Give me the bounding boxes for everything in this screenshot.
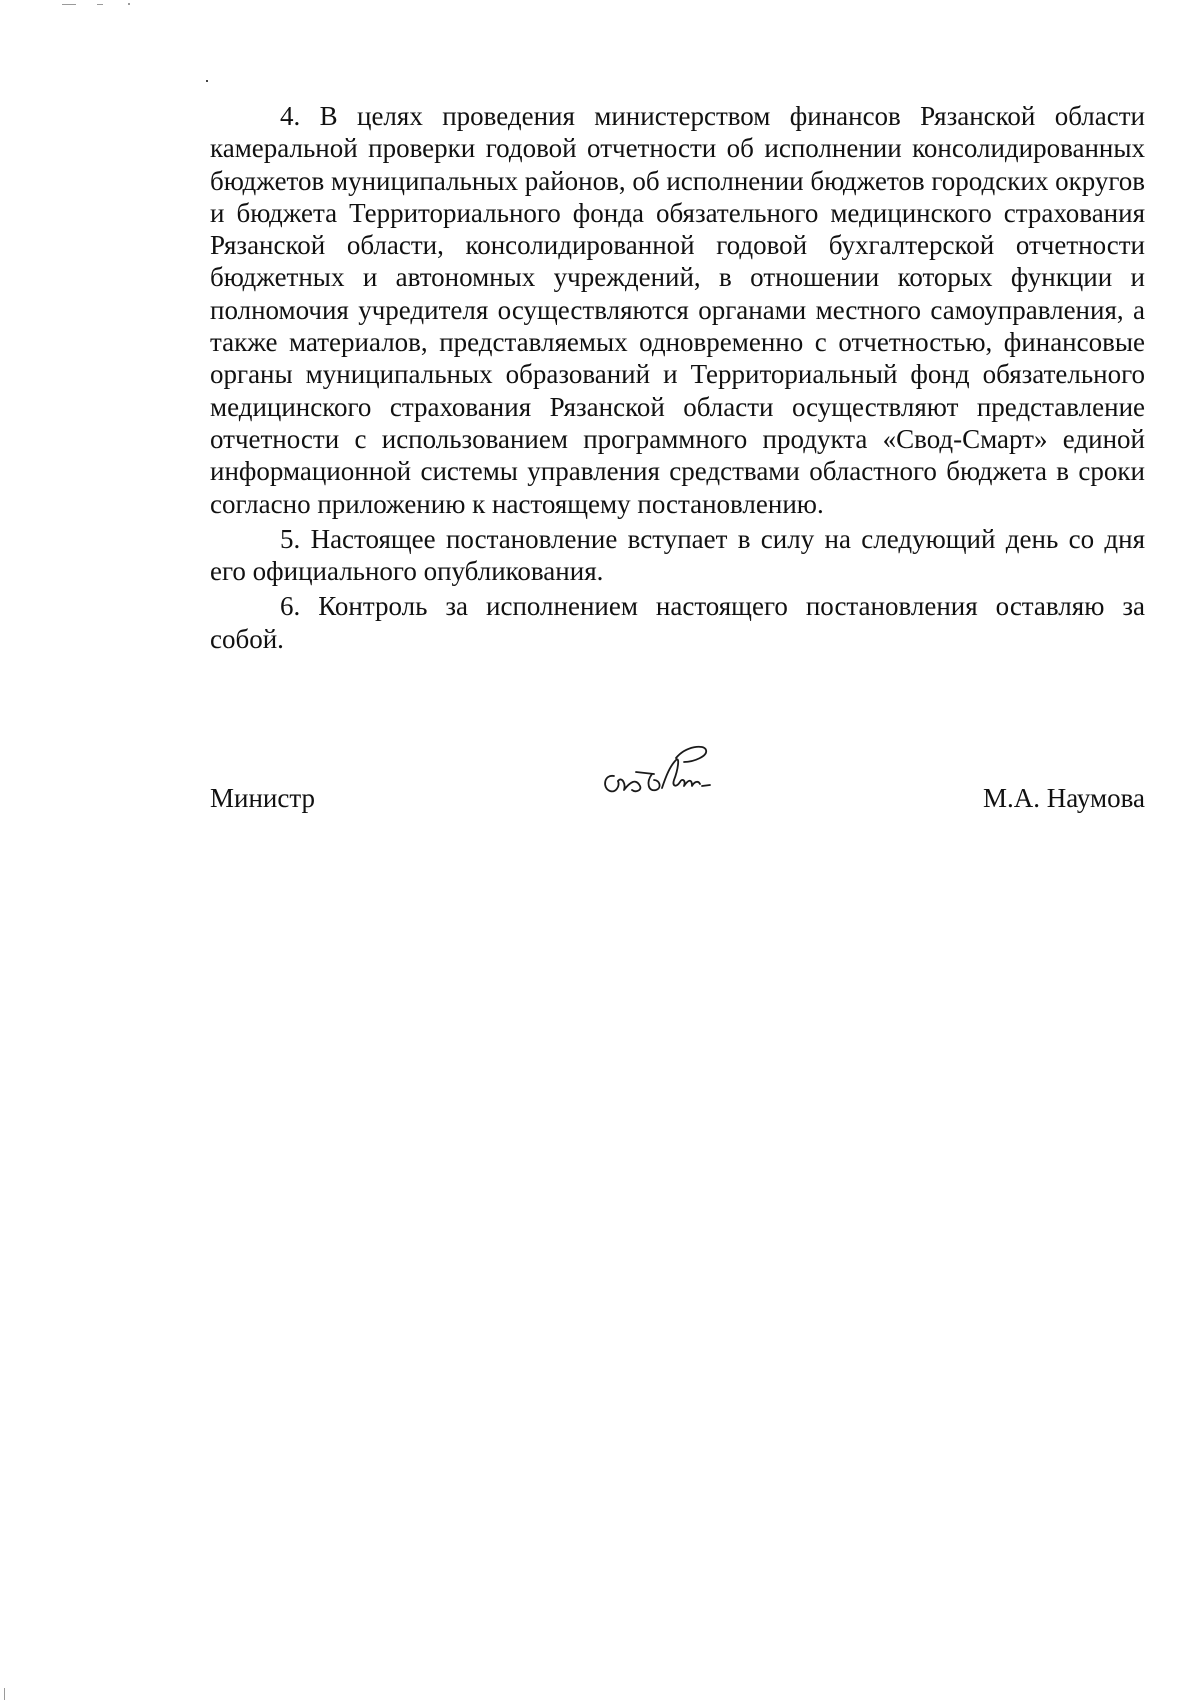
scan-mark-dot (206, 80, 208, 82)
paragraph-5: 5. Настоящее постановление вступает в силу на следующий день со дня его официального опубликования. (210, 523, 1145, 587)
paragraph-6: 6. Контроль за исполнением настоящего постановления оставляю за собой. (210, 591, 1145, 654)
scan-mark-top-left (62, 4, 76, 5)
document-body (210, 100, 1145, 658)
scan-mark-top-dot (128, 3, 130, 5)
scan-mark-bottom-left (4, 1688, 5, 1700)
signatory-title: Министр (210, 783, 315, 813)
scan-mark-top (97, 4, 103, 5)
signature-block (210, 782, 1145, 822)
paragraph-4: 4. В целях проведения министерством финансов Рязанской области камеральной проверки годовой отчетности об исполнении консолидированных бюджетов муниципальных районов, об исполнении бюджетов городских округов и бюджета Территориального фонда обязательного медицинского страхования Рязанской области, консолидированной годовой бухгалтерской отчетности бюджетных и автономных учреждений, в отношении которых функции и полномочия учредителя осуществляются органами местного самоуправления, а также материалов, представляемых одновременно с отчетностью, финансовые органы муниципальных образований и Территориальный фонд обязательного медицинского страхования Рязанской области осуществляют представление отчетности с использованием программного продукта «Свод-Смарт» единой информационной системы управления средствами областного бюджета в сроки согласно приложению к настоящему постановлению. (210, 101, 1145, 519)
signatory-name: М.А. Наумова (983, 783, 1145, 813)
